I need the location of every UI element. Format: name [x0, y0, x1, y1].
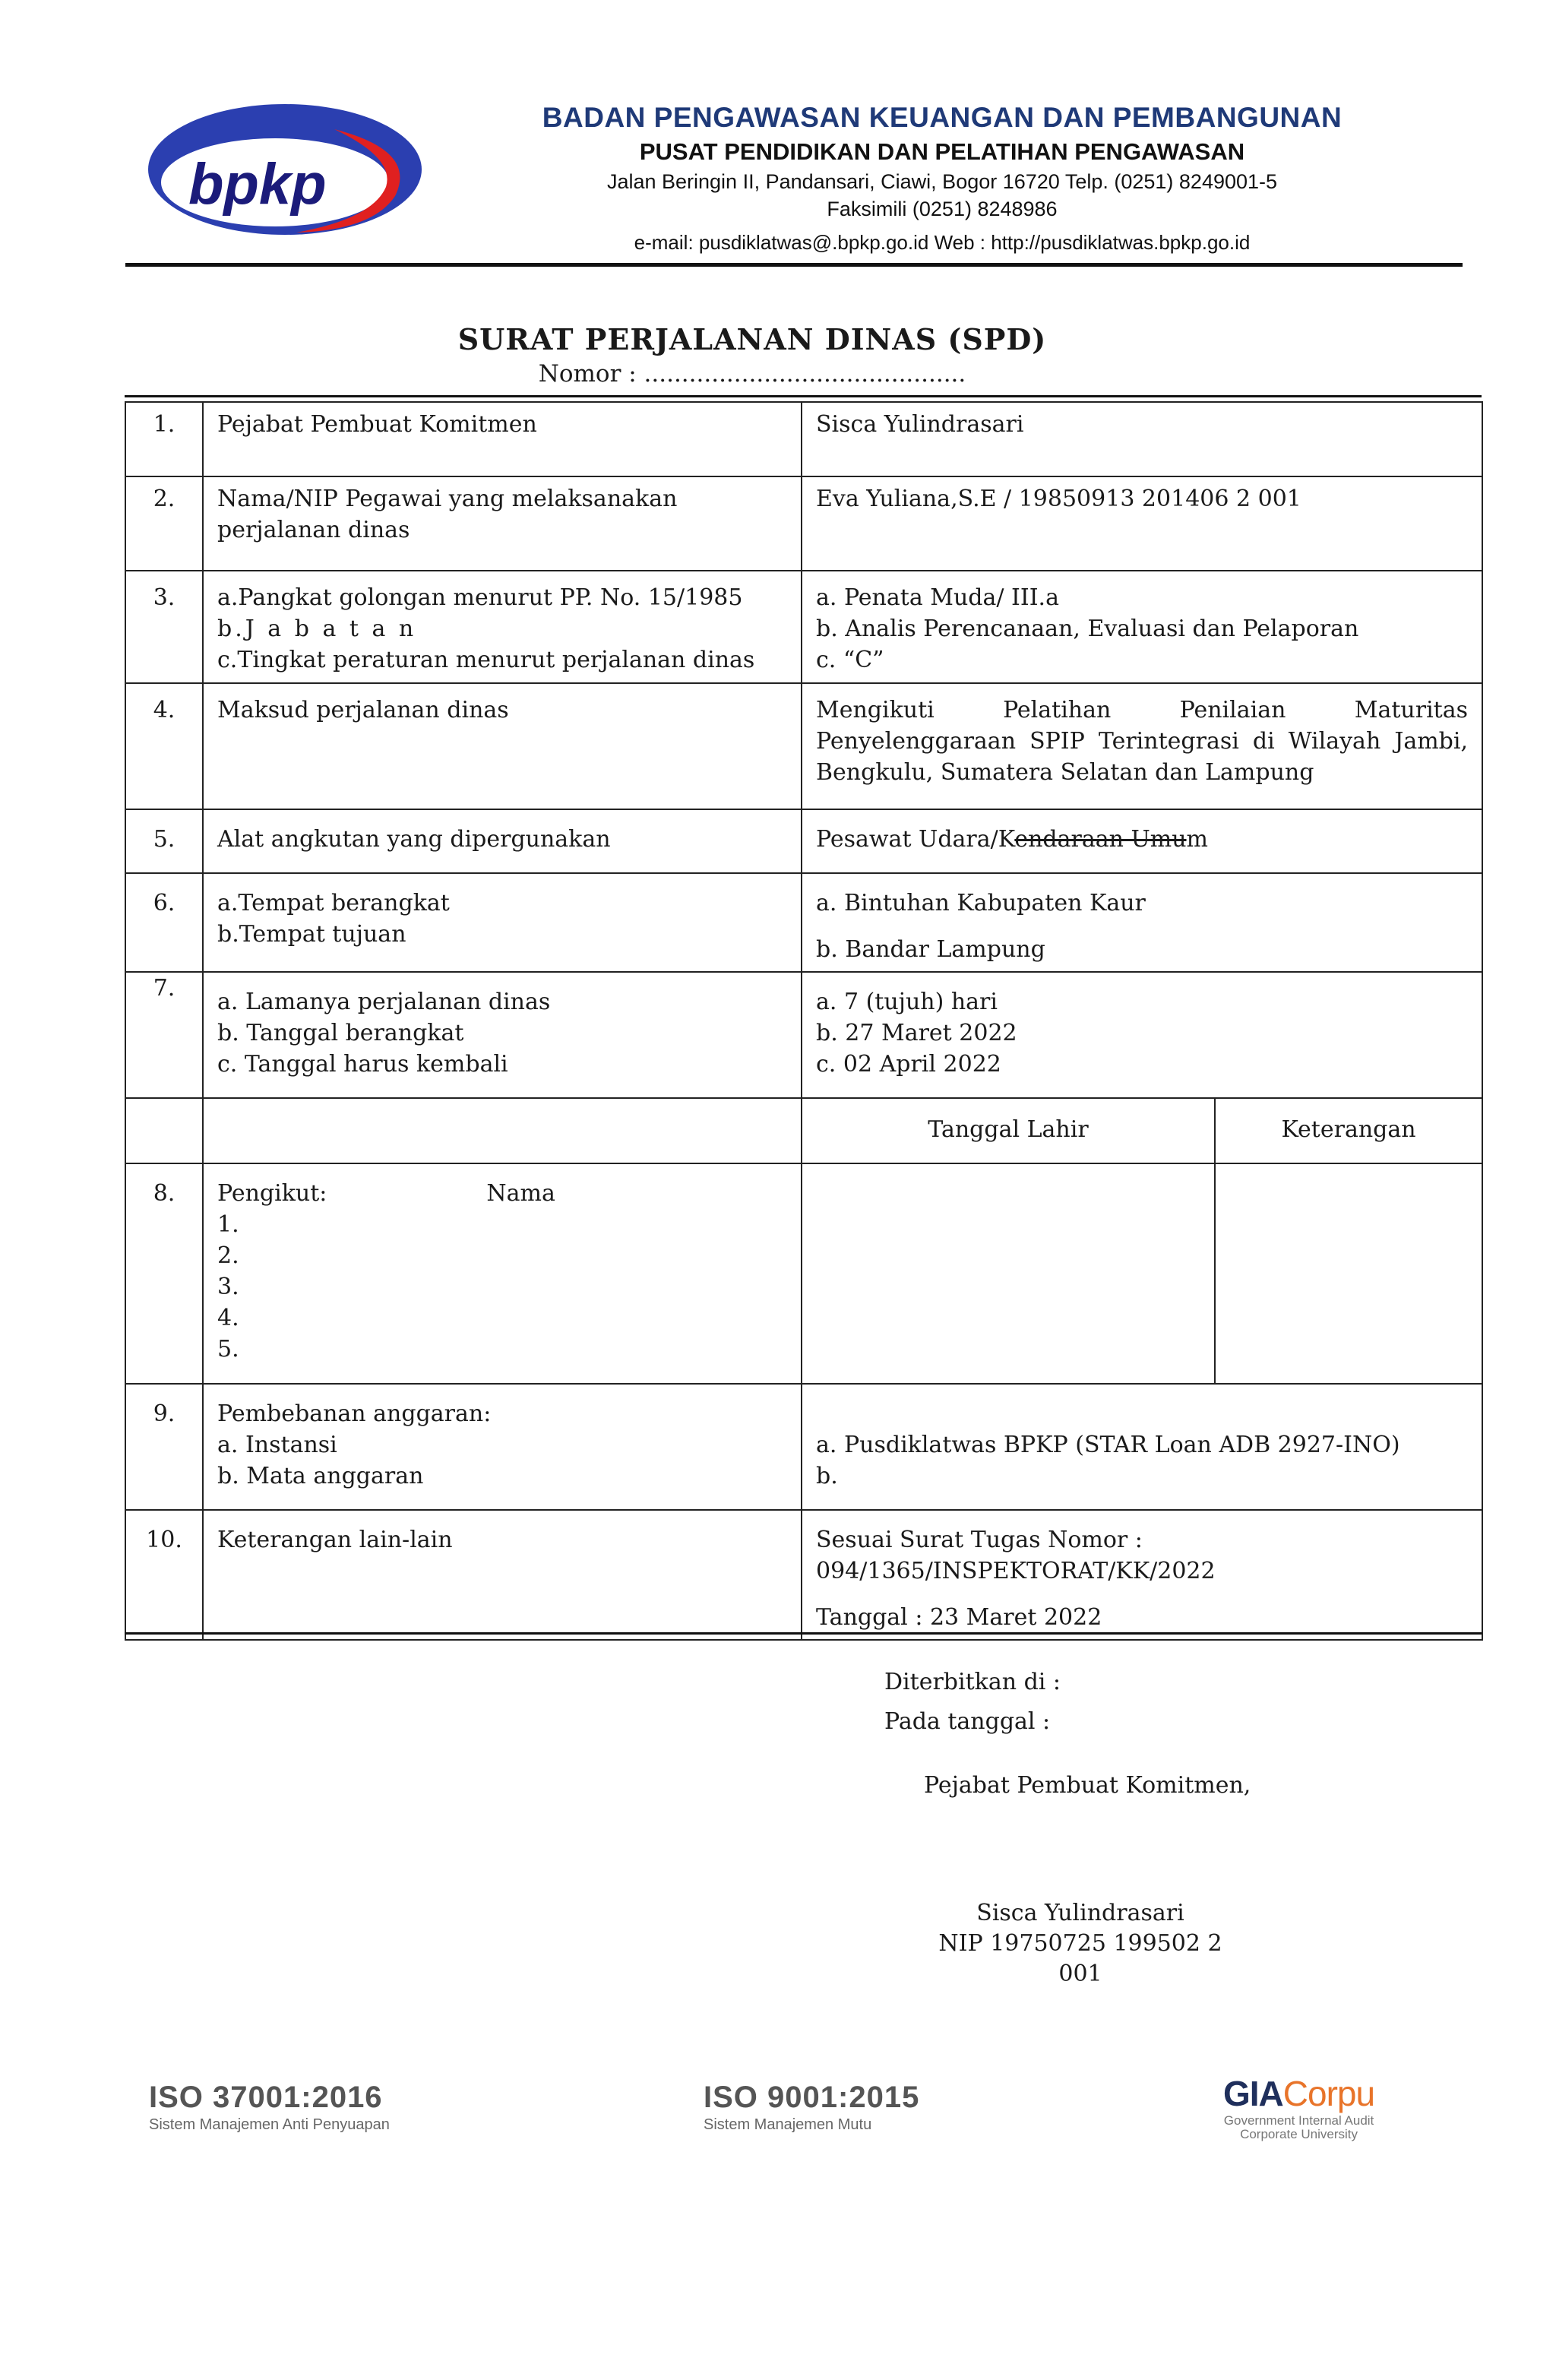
table-row [125, 402, 1482, 476]
value-c: c. “C” [816, 647, 884, 673]
row-label [203, 873, 802, 972]
label: Pembebanan anggaran: [217, 1400, 492, 1427]
nama-label: Nama [486, 1180, 555, 1207]
row-number: 3. [125, 571, 203, 683]
list-item: 1. [217, 1211, 239, 1238]
row-value: Mengikuti Pelatihan Penilaian Maturitas Penyelenggaraan SPIP Terintegrasi di Wilayah Jambi, Bengkulu, Sumatera Selatan dan Lampung [802, 683, 1482, 809]
row-label [203, 571, 802, 683]
org-address: Jalan Beringin II, Pandansari, Ciawi, Bogor 16720 Telp. (0251) 8249001-5 [606, 170, 1278, 193]
org-fax: Faksimili (0251) 8248986 [827, 198, 1058, 220]
letterhead-rule [125, 263, 1463, 267]
row-label: Maksud perjalanan dinas [203, 683, 802, 809]
signer-name: Sisca Yulindrasari [976, 1900, 1184, 1926]
row-value [802, 809, 1482, 873]
document-title: SURAT PERJALANAN DINAS (SPD) [457, 322, 1047, 356]
row-value [802, 571, 1482, 683]
label-c: c. Tanggal harus kembali [217, 1051, 508, 1078]
value-a: a. Pusdiklatwas BPKP (STAR Loan ADB 2927-INO) [816, 1432, 1400, 1458]
row-label [203, 1384, 802, 1510]
value-prefix: Pesawat Udara/K [816, 826, 1015, 853]
value-a: a. Bintuhan Kabupaten Kaur [816, 890, 1146, 916]
iso-37001-badge [149, 2081, 390, 2134]
iso-37001-subtitle: Sistem Manajemen Anti Penyuapan [149, 2116, 390, 2133]
row-number: 6. [125, 873, 203, 972]
signer-nip: NIP 19750725 199502 2 001 [938, 1930, 1222, 1987]
issued-date: Pada tanggal : [884, 1708, 1051, 1735]
table-header-row [125, 1098, 1482, 1163]
row-value [802, 873, 1482, 972]
value-a: a. Penata Muda/ III.a [816, 584, 1059, 611]
value-1: Sesuai Surat Tugas Nomor : [816, 1527, 1143, 1553]
label-b: b. Mata anggaran [217, 1463, 424, 1489]
row-number: 9. [125, 1384, 203, 1510]
label-c: c.Tingkat peraturan menurut perjalanan dinas [217, 647, 755, 673]
corpu-logo-text: Corpu [1282, 2074, 1375, 2113]
table-bottom-rule [125, 1632, 1482, 1635]
label-b: b.J a b a t a n [217, 616, 417, 642]
pengikut-label: Pengikut: [217, 1180, 327, 1207]
iso-9001-subtitle: Sistem Manajemen Mutu [704, 2116, 872, 2133]
iso-9001-badge [704, 2081, 919, 2134]
label-a: a. Lamanya perjalanan dinas [217, 989, 551, 1015]
table-row [125, 809, 1482, 873]
row-value: Sisca Yulindrasari [802, 402, 1482, 476]
document-number: Nomor : ........................................... [538, 360, 966, 388]
row-label: Keterangan lain-lain [203, 1510, 802, 1640]
tanggal-lahir-cell [802, 1163, 1215, 1384]
keterangan-cell [1215, 1163, 1482, 1384]
list-item: 5. [217, 1336, 239, 1362]
row-value [802, 1510, 1482, 1640]
row-label: Nama/NIP Pegawai yang melaksanakan perjalanan dinas [203, 476, 802, 571]
column-header-tanggal-lahir: Tanggal Lahir [802, 1098, 1215, 1163]
label-b: b. Tanggal berangkat [217, 1020, 464, 1046]
table-row [125, 1163, 1482, 1384]
list-item: 4. [217, 1305, 239, 1331]
row-label: Pejabat Pembuat Komitmen [203, 402, 802, 476]
table-row [125, 476, 1482, 571]
iso-9001-title: ISO 9001:2015 [704, 2081, 920, 2114]
table-row [125, 1510, 1482, 1640]
table-row [125, 683, 1482, 809]
value-2: 094/1365/INSPEKTORAT/KK/2022 [816, 1558, 1216, 1584]
value-c: c. 02 April 2022 [816, 1051, 1001, 1078]
row-label: Alat angkutan yang dipergunakan [203, 809, 802, 873]
empty-cell [203, 1098, 802, 1163]
column-header-keterangan: Keterangan [1215, 1098, 1482, 1163]
gia-logo-text: GIA [1223, 2074, 1283, 2113]
row-number: 4. [125, 683, 203, 809]
value-suffix: m [1186, 826, 1208, 853]
gia-subtitle-2: Corporate University [1240, 2127, 1358, 2141]
value-b: b. Bandar Lampung [816, 936, 1045, 963]
signer-title: Pejabat Pembuat Komitmen, [924, 1772, 1251, 1799]
table-top-rule [125, 395, 1482, 397]
value-b: b. Analis Perencanaan, Evaluasi dan Pelaporan [816, 616, 1359, 642]
value-struck: endaraan Umu [1014, 826, 1187, 853]
empty-cell [125, 1098, 203, 1163]
row-label [203, 972, 802, 1098]
org-name: BADAN PENGAWASAN KEUANGAN DAN PEMBANGUNAN [542, 102, 1343, 133]
org-contact: e-mail: pusdiklatwas@.bpkp.go.id Web : http://pusdiklatwas.bpkp.go.id [634, 231, 1251, 254]
table-row [125, 972, 1482, 1098]
table-row [125, 873, 1482, 972]
label-a: a.Pangkat golongan menurut PP. No. 15/1985 [217, 584, 743, 611]
row-number: 10. [125, 1510, 203, 1640]
bpkp-logo [144, 97, 425, 242]
gia-subtitle-1: Government Internal Audit [1223, 2113, 1374, 2128]
row-value [802, 972, 1482, 1098]
table-row [125, 1384, 1482, 1510]
value-b: b. 27 Maret 2022 [816, 1020, 1017, 1046]
org-unit: PUSAT PENDIDIKAN DAN PELATIHAN PENGAWASAN [639, 138, 1245, 165]
row-number: 5. [125, 809, 203, 873]
gia-corpu-logo [1223, 2073, 1374, 2141]
row-value: Eva Yuliana,S.E / 19850913 201406 2 001 [802, 476, 1482, 571]
row-value [802, 1384, 1482, 1510]
row-number: 7. [125, 972, 203, 1098]
value-a: a. 7 (tujuh) hari [816, 989, 998, 1015]
list-item: 3. [217, 1274, 239, 1300]
spd-table [125, 401, 1483, 1641]
logo-text: bpkp [188, 152, 327, 217]
value-b: b. [816, 1463, 838, 1489]
label-b: b.Tempat tujuan [217, 921, 406, 948]
iso-37001-title: ISO 37001:2016 [149, 2081, 383, 2114]
row-number: 1. [125, 402, 203, 476]
label-a: a.Tempat berangkat [217, 890, 450, 916]
list-item: 2. [217, 1242, 239, 1269]
issued-at: Diterbitkan di : [884, 1669, 1061, 1695]
row-label [203, 1163, 802, 1384]
table-row [125, 571, 1482, 683]
value-3: Tanggal : 23 Maret 2022 [816, 1604, 1102, 1631]
label-a: a. Instansi [217, 1432, 337, 1458]
row-number: 8. [125, 1163, 203, 1384]
row-number: 2. [125, 476, 203, 571]
